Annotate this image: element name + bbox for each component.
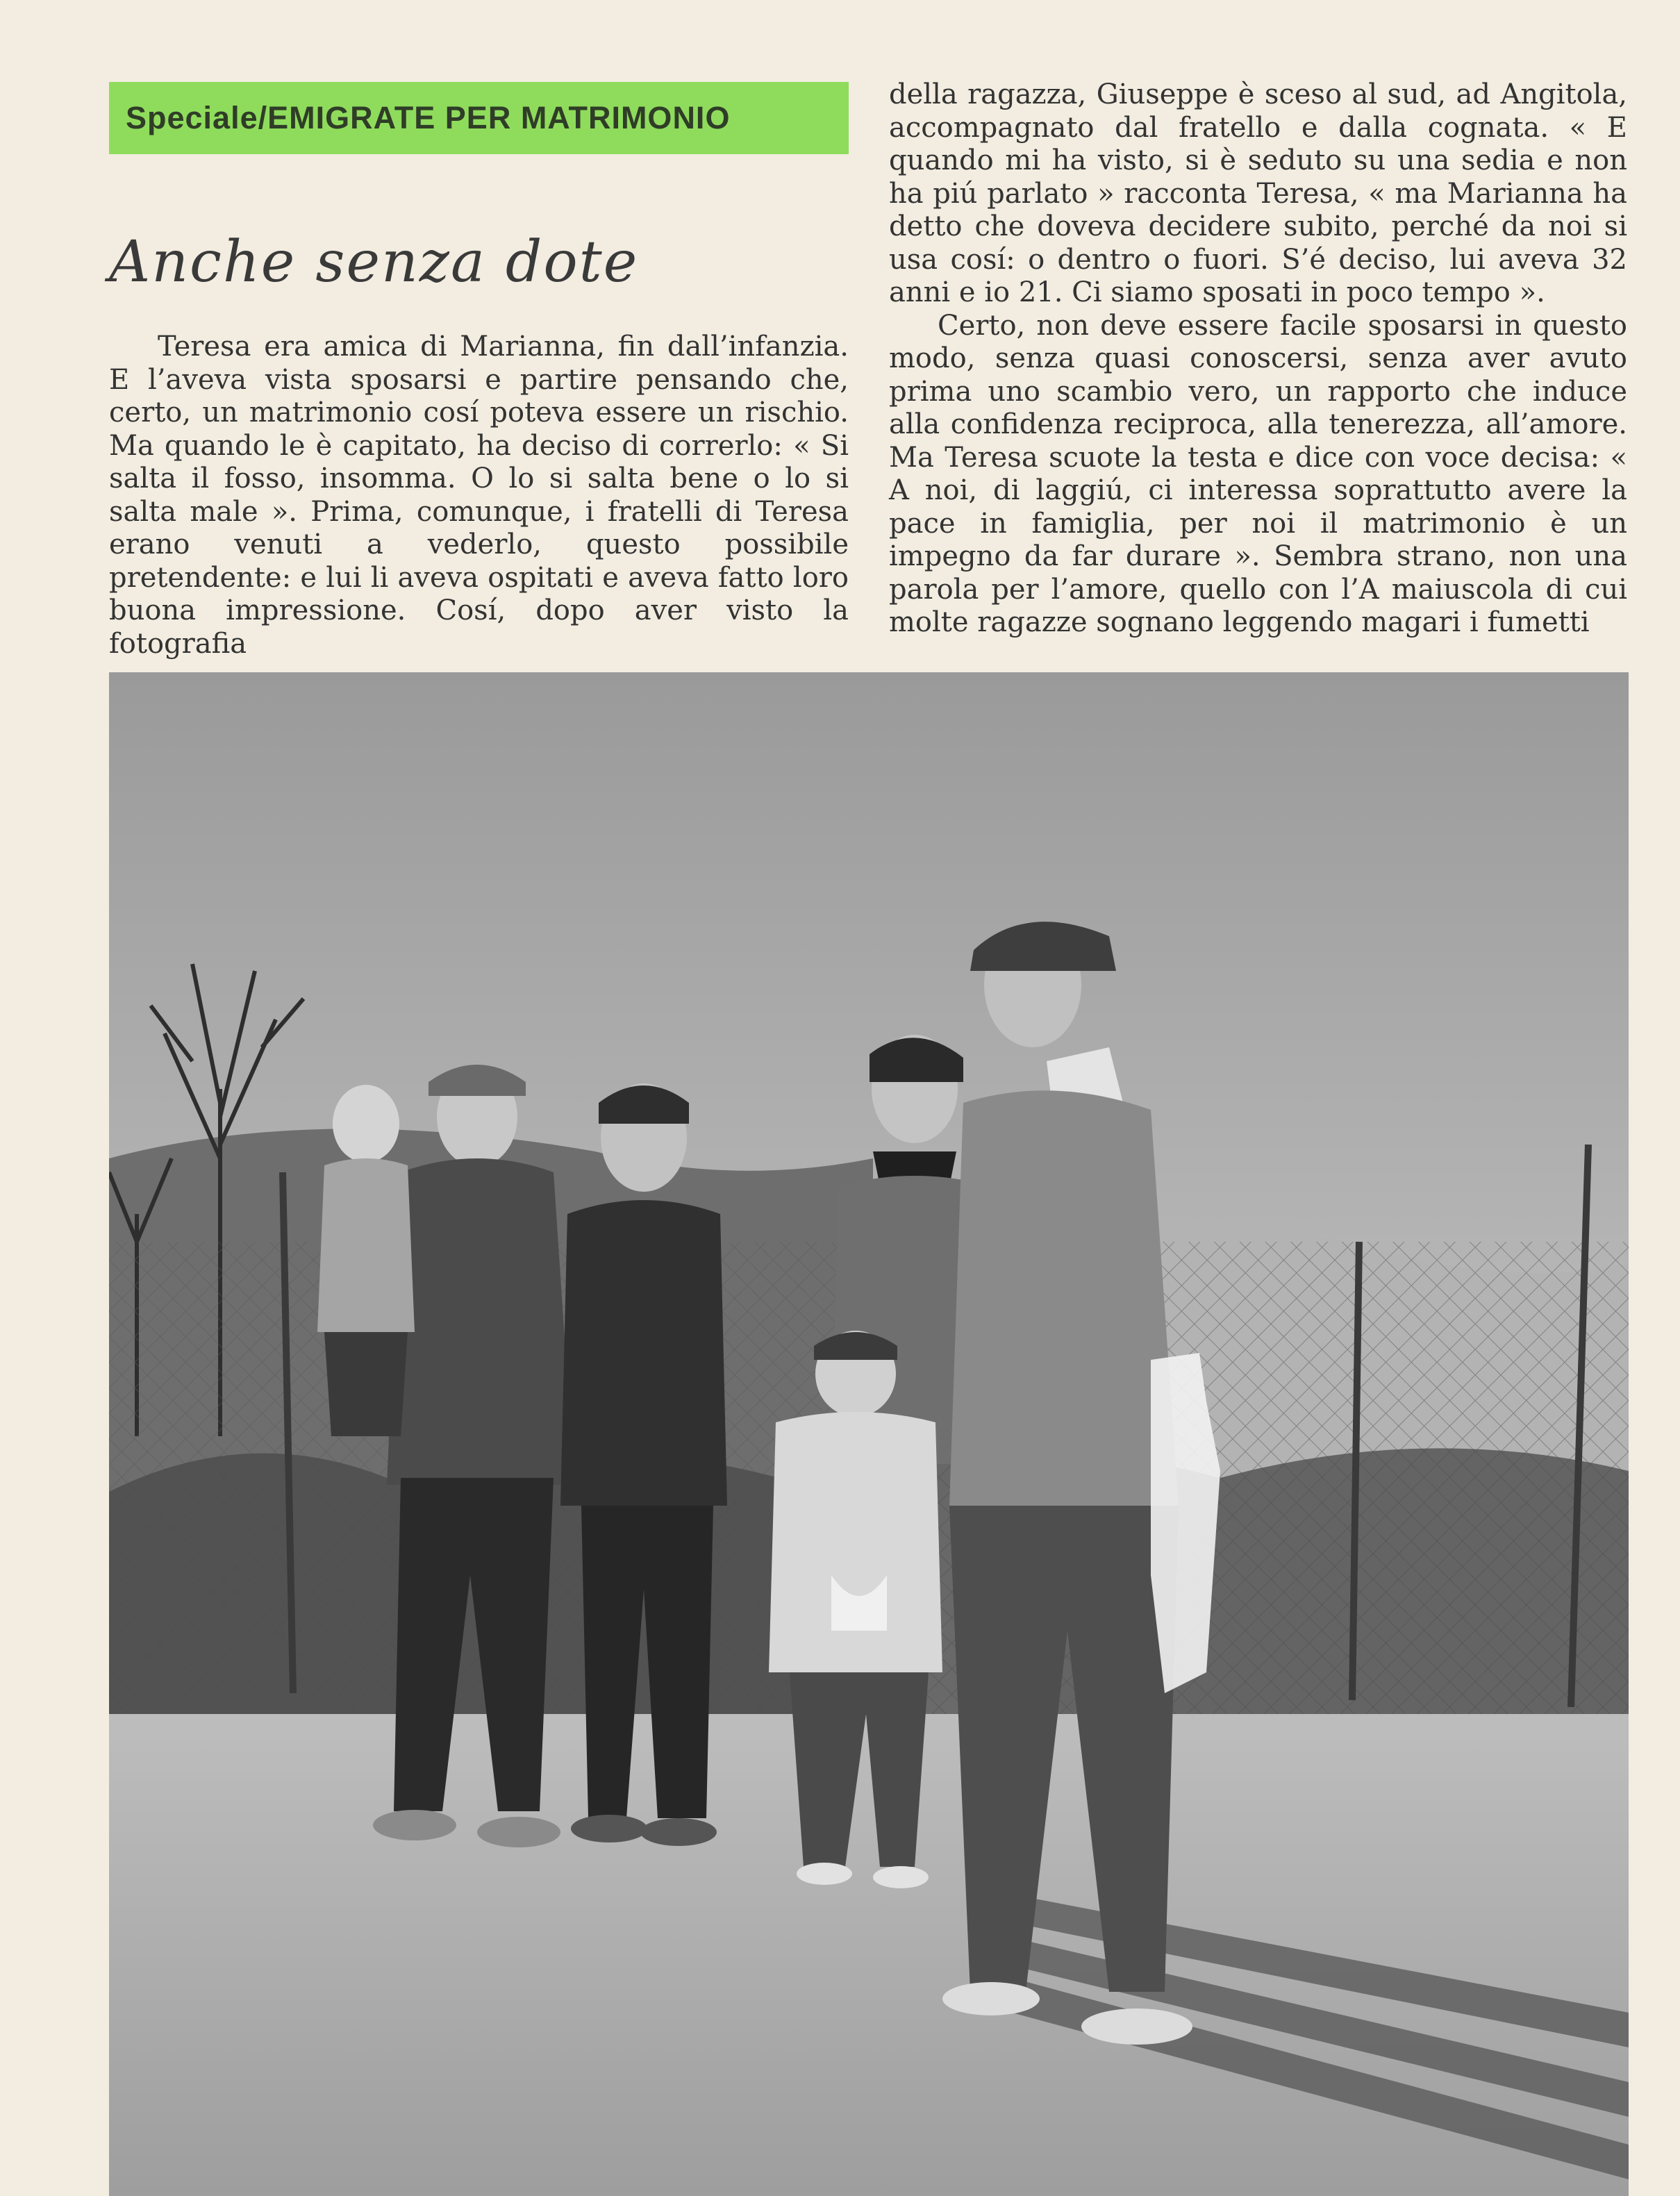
- article-headline: Anche senza dote: [109, 229, 639, 295]
- section-banner: [109, 82, 849, 154]
- section-prefix: Speciale/: [126, 100, 268, 135]
- text-column-right: [889, 78, 1627, 640]
- section-title: EMIGRATE PER MATRIMONIO: [267, 100, 731, 135]
- family-photo-illustration: [109, 672, 1629, 2196]
- paragraph: Teresa era amica di Marianna, fin dall’infanzia. E l’aveva vista sposarsi e partire pensando che, certo, un matrimonio cosí poteva essere un rischio. Ma quando le è capitato, ha deciso di correrlo: « Si salta il fosso, insomma. O lo si salta bene o lo si salta male ». Prima, comunque, i fratelli di Teresa erano venuti a vederlo, questo possibile pretendente: e lui li aveva ospitati e aveva fatto loro buona impressione. Cosí, dopo aver visto la fotografia: [109, 331, 849, 660]
- paragraph: Certo, non deve essere facile sposarsi in questo modo, senza quasi conoscersi, senza aver avuto prima uno scambio vero, un rapporto che induce alla confidenza reciproca, alla tenerezza, all’amore. Ma Teresa scuote la testa e dice con voce decisa: « A noi, di laggiú, ci interessa soprattutto avere la pace in famiglia, per noi il matrimonio è un impegno da far durare ». Sembra strano, non una parola per l’amore, quello con l’A maiuscola di cui molte ragazze sognano leggendo magari i fumetti: [889, 309, 1627, 638]
- text-column-left: [109, 331, 849, 660]
- paragraph: della ragazza, Giuseppe è sceso al sud, ad Angitola, accompagnato dal fratello e dalla cognata. « E quando mi ha visto, si è seduto su una sedia e non ha piú parlato » racconta Teresa, « ma Marianna ha detto che doveva decidere subito, perché da noi si usa cosí: o dentro o fuori. S’é deciso, lui aveva 32 anni e io 21. Ci siamo sposati in poco tempo ».: [889, 78, 1627, 308]
- family-photo: [109, 672, 1629, 2196]
